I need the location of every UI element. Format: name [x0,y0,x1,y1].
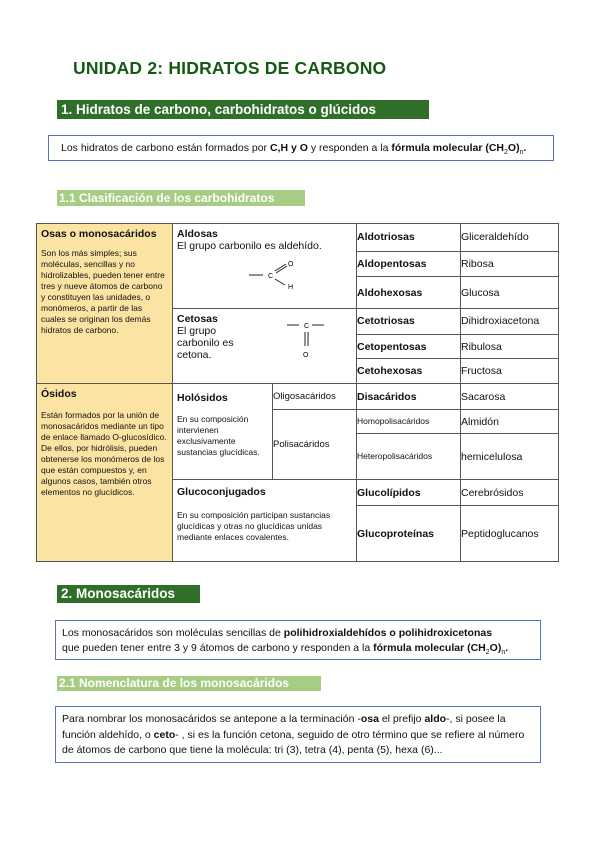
nom-bold-aldo: aldo [424,713,447,725]
section1-1-heading: 1.1 Clasificación de los carbohidratos [57,190,305,206]
ketone-o-label: O [303,352,309,359]
ceto-example-0: Dihidroxiacetona [461,309,559,335]
aldo-type-1: Aldopentosas [357,251,461,277]
aldo-example-1: Ribosa [461,251,559,277]
glucoproteinas-example: Peptidoglucanos [461,506,559,562]
formula-text-end: O) [507,142,520,154]
ceto-type-0: Cetotriosas [357,309,461,335]
monosacaridos-desc: Son los más simples; sus moléculas, sencillas y no hidrolizables, pueden tener entre tres y nueve átomos de carbono y constituyen las unidades, o monómeros, a partir de las cuales se originan los demás hidratos de carbono. [41,248,165,335]
nom-text-4: - , si es la función cetona, seguido de otro término que se refiere al número de átomos de carbono que tiene la molécula: tri (3), tetra (4), penta (5), hexa (6)... [62,728,525,756]
intro-period: . [523,142,527,154]
aldehyde-formula-icon [243,258,303,292]
mono-formula-end: O) [489,642,502,654]
mono-period: . [505,642,509,654]
glucolipidos-type: Glucolípidos [357,480,461,506]
intro-text-mid: y responden a la [307,142,392,154]
glucoconjugados-cell [173,480,357,562]
unit-title: UNIDAD 2: HIDRATOS DE CARBONO [73,58,387,78]
nomenclatura-box [55,706,541,763]
holosidos-cell [173,384,273,480]
nom-text-2: el prefijo [378,713,425,725]
cetosas-desc: El grupo carbonilo es cetona. [177,325,234,361]
mono-formula-sub: 2 [485,649,490,657]
formula-text: fórmula molecular (CH [391,142,504,154]
monosacaridos-cell [37,224,173,384]
nom-text-1: Para nombrar los monosacáridos se antepone a la terminación - [62,713,361,725]
osidos-title: Ósidos [41,388,77,400]
intro-box [48,135,554,161]
formula-c-label: C [268,273,274,280]
glucoconjugados-title: Glucoconjugados [177,486,266,498]
heteropolisacaridos-type: Heteropolisacáridos [357,434,461,480]
cetosas-cell [173,309,357,384]
disacaridos-example: Sacarosa [461,384,559,410]
disacaridos-type: Disacáridos [357,384,461,410]
aldosas-cell [173,224,357,309]
osidos-desc: Están formados por la unión de monosacáridos mediante un tipo de enlace llamado O-glucosídico. De ellos, por hidrólisis, pueden obtenerse los monómeros de los que están compuestos y, en algunos casos, también otros elementos no glucídicos. [41,410,167,497]
nom-bold-ceto: ceto [153,728,176,741]
holosidos-title: Holósidos [177,392,228,404]
ceto-type-2: Cetohexosas [357,359,461,384]
section2-1-heading: 2.1 Nomenclatura de los monosacáridos [57,676,321,691]
section1-heading: 1. Hidratos de carbono, carbohidratos o glúcidos [57,100,429,119]
glucoproteinas-type: Glucoproteínas [357,506,461,562]
ceto-example-2: Fructosa [461,359,559,384]
intro-elements: C,H y O [269,142,308,154]
nom-bold-osa: osa [360,713,379,725]
aldo-example-0: Gliceraldehído [461,224,559,252]
oligosacaridos-label: Oligosacáridos [273,384,357,410]
mono-text: Los monosacáridos son moléculas sencillas de [62,627,284,639]
glucoconjugados-desc: En su composición participan sustancias glucídicas y otras no glucídicas unidas mediante enlaces covalentes. [177,510,331,542]
homopolisacaridos-example: Almidón [461,410,559,434]
mono-formula-sub-n: n [501,649,506,657]
aldo-type-2: Aldohexosas [357,277,461,309]
ketone-formula-icon [283,313,333,359]
osidos-cell [37,384,173,562]
ceto-example-1: Ribulosa [461,334,559,359]
holosidos-desc: En su composición intervienen exclusivamente sustancias glucídicas. [177,414,260,457]
homopolisacaridos-type: Homopolisacáridos [357,410,461,434]
classification-table [36,223,559,562]
section2-heading: 2. Monosacáridos [57,585,200,603]
formula-sub: 2 [504,149,508,157]
intro-text: Los hidratos de carbono están formados por [61,142,270,154]
formula-h-label: H [288,284,294,291]
aldosas-title: Aldosas [177,228,218,240]
ceto-type-1: Cetopentosas [357,334,461,359]
heteropolisacaridos-example: hemicelulosa [461,434,559,480]
aldo-type-0: Aldotriosas [357,224,461,252]
aldo-example-2: Glucosa [461,277,559,309]
cetosas-title: Cetosas [177,313,218,325]
glucolipidos-example: Cerebrósidos [461,480,559,506]
mono-formula: fórmula molecular (CH [373,642,486,654]
mono-bold: polihidroxialdehídos o polihidroxicetonas [283,627,493,639]
aldosas-desc: El grupo carbonilo es aldehído. [177,240,322,252]
polisacaridos-label: Polisacáridos [273,410,357,480]
formula-o-label: O [288,261,294,268]
nom-text-3: -, si posee la función aldehído, o [62,713,506,741]
formula-sub-n: n [519,149,524,157]
monosacaridos-box [55,620,541,660]
ketone-c-label: C [304,323,310,330]
mono-text-line2: que pueden tener entre 3 y 9 átomos de carbono y responden a la [62,642,374,654]
monosacaridos-title: Osas o monosacáridos [41,228,157,240]
